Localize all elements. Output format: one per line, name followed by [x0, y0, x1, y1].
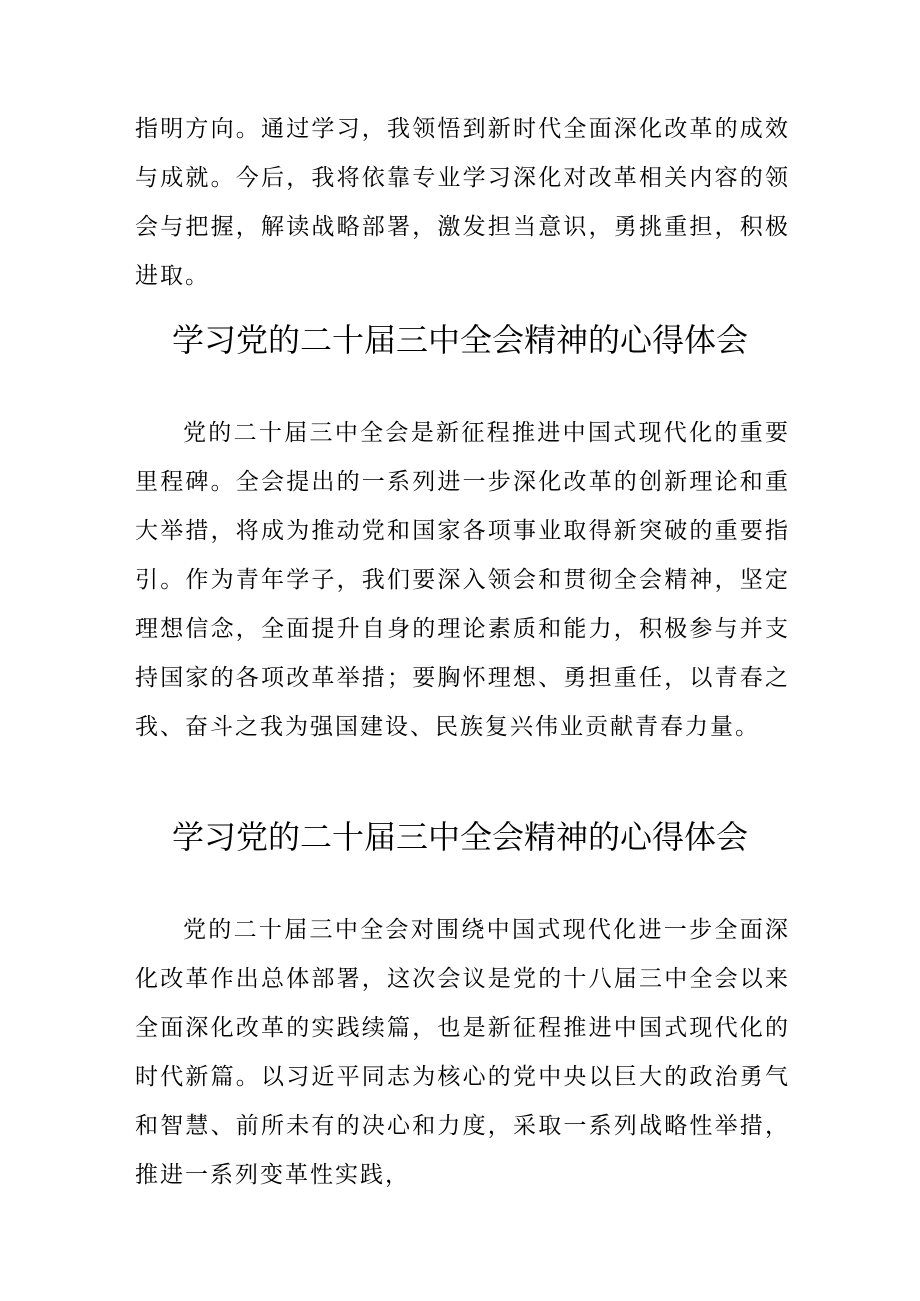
section-title-2: 学习党的二十届三中全会精神的心得体会 — [171, 818, 748, 856]
section-title-1: 学习党的二十届三中全会精神的心得体会 — [171, 321, 748, 359]
section-body-2: 党的二十届三中全会对围绕中国式现代化进一步全面深化改革作出总体部署，这次会议是党的十八届三中全会以来全面深化改革的实践续篇，也是新征程推进中国式现代化的时代新篇。以习近平同志为核心的党中央以巨大的政治勇气和智慧、前所未有的决心和力度，采取一系列战略性举措，推进一系列变革性实践， — [135, 917, 790, 1188]
section-body-1: 党的二十届三中全会是新征程推进中国式现代化的重要里程碑。全会提出的一系列进一步深化改革的创新理论和重大举措，将成为推动党和国家各项事业取得新突破的重要指引。作为青年学子，我们要深入领会和贯彻全会精神，坚定理想信念，全面提升自身的理论素质和能力，积极参与并支持国家的各项改革举措；要胸怀理想、勇担重任，以青春之我、奋斗之我为强国建设、民族复兴伟业贡献青春力量。 — [135, 420, 790, 740]
continuation-paragraph: 指明方向。通过学习，我领悟到新时代全面深化改革的成效与成就。今后，我将依靠专业学习深化对改革相关内容的领会与把握，解读战略部署，激发担当意识，勇挑重担，积极进取。 — [135, 116, 790, 289]
